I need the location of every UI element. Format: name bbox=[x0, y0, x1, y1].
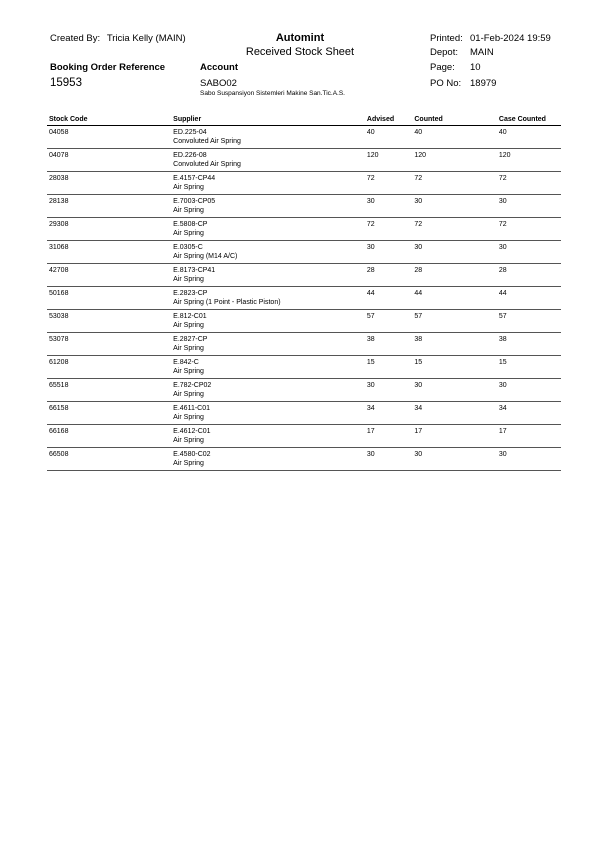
cell-advised: 72 bbox=[365, 172, 412, 195]
page-label: Page: bbox=[430, 62, 455, 73]
item-description: Air Spring bbox=[173, 344, 204, 352]
printed-value: 01-Feb-2024 19:59 bbox=[470, 33, 551, 44]
account-label: Account bbox=[200, 62, 238, 73]
cell-supplier bbox=[171, 310, 365, 333]
table-row bbox=[47, 425, 561, 448]
cell-advised: 38 bbox=[365, 333, 412, 356]
cell-stock-code: 53038 bbox=[47, 310, 171, 333]
table-row bbox=[47, 126, 561, 149]
created-by bbox=[50, 33, 186, 44]
document-title: Received Stock Sheet bbox=[245, 46, 355, 58]
table-row bbox=[47, 172, 561, 195]
cell-counted: 30 bbox=[412, 195, 497, 218]
supplier-code: E.7003-CP05 bbox=[173, 198, 216, 205]
cell-supplier bbox=[171, 402, 365, 425]
cell-counted: 30 bbox=[412, 379, 497, 402]
cell-advised: 40 bbox=[365, 126, 412, 149]
col-counted: Counted bbox=[412, 113, 497, 126]
col-advised: Advised bbox=[365, 113, 412, 126]
printed-label: Printed: bbox=[430, 33, 463, 44]
table-row bbox=[47, 356, 561, 379]
cell-counted: 17 bbox=[412, 425, 497, 448]
item-description: Air Spring bbox=[173, 229, 204, 237]
item-description: Air Spring bbox=[173, 436, 204, 444]
cell-counted: 30 bbox=[412, 448, 497, 471]
table-row bbox=[47, 241, 561, 264]
item-description: Air Spring (M14 A/C) bbox=[173, 252, 238, 260]
cell-counted: 30 bbox=[412, 241, 497, 264]
cell-stock-code: 53078 bbox=[47, 333, 171, 356]
cell-advised: 120 bbox=[365, 149, 412, 172]
po-label: PO No: bbox=[430, 78, 462, 89]
cell-advised: 28 bbox=[365, 264, 412, 287]
table-row bbox=[47, 149, 561, 172]
cell-supplier bbox=[171, 379, 365, 402]
item-description: Air Spring bbox=[173, 459, 204, 467]
table-row bbox=[47, 195, 561, 218]
cell-case-counted: 44 bbox=[497, 287, 561, 310]
supplier-code: E.4157-CP44 bbox=[173, 175, 216, 182]
cell-supplier bbox=[171, 448, 365, 471]
po-number: 18979 bbox=[470, 78, 497, 89]
cell-counted: 15 bbox=[412, 356, 497, 379]
cell-case-counted: 57 bbox=[497, 310, 561, 333]
account-code: SABO02 bbox=[200, 78, 237, 89]
cell-advised: 15 bbox=[365, 356, 412, 379]
table-row bbox=[47, 264, 561, 287]
cell-stock-code: 66168 bbox=[47, 425, 171, 448]
col-supplier: Supplier bbox=[171, 113, 365, 126]
item-description: Air Spring bbox=[173, 206, 204, 214]
created-by-value: Tricia Kelly (MAIN) bbox=[106, 33, 186, 44]
supplier-code: E.4611-C01 bbox=[173, 405, 211, 412]
item-description: Air Spring (1 Point - Plastic Piston) bbox=[173, 298, 281, 306]
cell-supplier bbox=[171, 287, 365, 310]
account-name: Sabo Suspansiyon Sistemleri Makine San.Tic.A.S. bbox=[200, 90, 345, 97]
cell-case-counted: 30 bbox=[497, 448, 561, 471]
cell-case-counted: 38 bbox=[497, 333, 561, 356]
table-row bbox=[47, 379, 561, 402]
cell-advised: 34 bbox=[365, 402, 412, 425]
cell-stock-code: 65518 bbox=[47, 379, 171, 402]
cell-case-counted: 120 bbox=[497, 149, 561, 172]
supplier-code: E.4580-C02 bbox=[173, 451, 211, 458]
item-description: Air Spring bbox=[173, 413, 204, 421]
cell-stock-code: 29308 bbox=[47, 218, 171, 241]
table-row bbox=[47, 402, 561, 425]
supplier-code: E.842-C bbox=[173, 359, 199, 366]
col-stock-code: Stock Code bbox=[47, 113, 171, 126]
cell-supplier bbox=[171, 264, 365, 287]
item-description: Convoluted Air Spring bbox=[173, 137, 241, 145]
depot-label: Depot: bbox=[430, 47, 458, 58]
cell-advised: 17 bbox=[365, 425, 412, 448]
cell-stock-code: 42708 bbox=[47, 264, 171, 287]
supplier-code: E.0305-C bbox=[173, 244, 203, 251]
cell-stock-code: 61208 bbox=[47, 356, 171, 379]
table-header-row bbox=[47, 113, 561, 126]
table-row bbox=[47, 448, 561, 471]
cell-advised: 30 bbox=[365, 195, 412, 218]
supplier-code: E.2823-CP bbox=[173, 290, 208, 297]
cell-stock-code: 28138 bbox=[47, 195, 171, 218]
cell-stock-code: 31068 bbox=[47, 241, 171, 264]
cell-counted: 44 bbox=[412, 287, 497, 310]
cell-case-counted: 30 bbox=[497, 379, 561, 402]
table-row bbox=[47, 333, 561, 356]
cell-advised: 30 bbox=[365, 241, 412, 264]
cell-case-counted: 72 bbox=[497, 218, 561, 241]
cell-case-counted: 40 bbox=[497, 126, 561, 149]
item-description: Air Spring bbox=[173, 275, 204, 283]
stock-table bbox=[47, 113, 561, 471]
cell-supplier bbox=[171, 333, 365, 356]
item-description: Air Spring bbox=[173, 367, 204, 375]
item-description: Convoluted Air Spring bbox=[173, 160, 241, 168]
item-description: Air Spring bbox=[173, 321, 204, 329]
cell-counted: 72 bbox=[412, 218, 497, 241]
table-row bbox=[47, 218, 561, 241]
cell-counted: 120 bbox=[412, 149, 497, 172]
col-case-counted: Case Counted bbox=[497, 113, 561, 126]
cell-case-counted: 72 bbox=[497, 172, 561, 195]
cell-stock-code: 28038 bbox=[47, 172, 171, 195]
supplier-code: ED.226-08 bbox=[173, 152, 207, 159]
supplier-code: E.2827-CP bbox=[173, 336, 208, 343]
cell-supplier bbox=[171, 172, 365, 195]
supplier-code: E.8173-CP41 bbox=[173, 267, 216, 274]
cell-case-counted: 15 bbox=[497, 356, 561, 379]
cell-counted: 28 bbox=[412, 264, 497, 287]
cell-stock-code: 04078 bbox=[47, 149, 171, 172]
cell-case-counted: 34 bbox=[497, 402, 561, 425]
cell-counted: 40 bbox=[412, 126, 497, 149]
supplier-code: E.812-C01 bbox=[173, 313, 207, 320]
supplier-code: ED.225-04 bbox=[173, 129, 207, 136]
created-by-label: Created By: bbox=[50, 33, 101, 44]
booking-ref-value: 15953 bbox=[50, 77, 82, 89]
cell-stock-code: 50168 bbox=[47, 287, 171, 310]
cell-supplier bbox=[171, 425, 365, 448]
cell-supplier bbox=[171, 241, 365, 264]
table-row bbox=[47, 287, 561, 310]
cell-counted: 34 bbox=[412, 402, 497, 425]
booking-ref-label: Booking Order Reference bbox=[50, 62, 166, 73]
cell-counted: 72 bbox=[412, 172, 497, 195]
cell-advised: 30 bbox=[365, 379, 412, 402]
item-description: Air Spring bbox=[173, 390, 204, 398]
cell-advised: 44 bbox=[365, 287, 412, 310]
cell-supplier bbox=[171, 356, 365, 379]
cell-case-counted: 30 bbox=[497, 241, 561, 264]
cell-case-counted: 28 bbox=[497, 264, 561, 287]
cell-case-counted: 30 bbox=[497, 195, 561, 218]
supplier-code: E.5808-CP bbox=[173, 221, 208, 228]
cell-advised: 30 bbox=[365, 448, 412, 471]
depot-value: MAIN bbox=[470, 47, 494, 58]
company-name: Automint bbox=[275, 32, 325, 44]
cell-advised: 72 bbox=[365, 218, 412, 241]
cell-counted: 57 bbox=[412, 310, 497, 333]
cell-supplier bbox=[171, 195, 365, 218]
cell-stock-code: 04058 bbox=[47, 126, 171, 149]
supplier-code: E.4612-C01 bbox=[173, 428, 211, 435]
cell-stock-code: 66158 bbox=[47, 402, 171, 425]
cell-supplier bbox=[171, 149, 365, 172]
page-number: 10 bbox=[470, 62, 481, 73]
cell-case-counted: 17 bbox=[497, 425, 561, 448]
supplier-code: E.782-CP02 bbox=[173, 382, 212, 389]
table-row bbox=[47, 310, 561, 333]
cell-advised: 57 bbox=[365, 310, 412, 333]
cell-counted: 38 bbox=[412, 333, 497, 356]
cell-supplier bbox=[171, 126, 365, 149]
cell-supplier bbox=[171, 218, 365, 241]
item-description: Air Spring bbox=[173, 183, 204, 191]
cell-stock-code: 66508 bbox=[47, 448, 171, 471]
